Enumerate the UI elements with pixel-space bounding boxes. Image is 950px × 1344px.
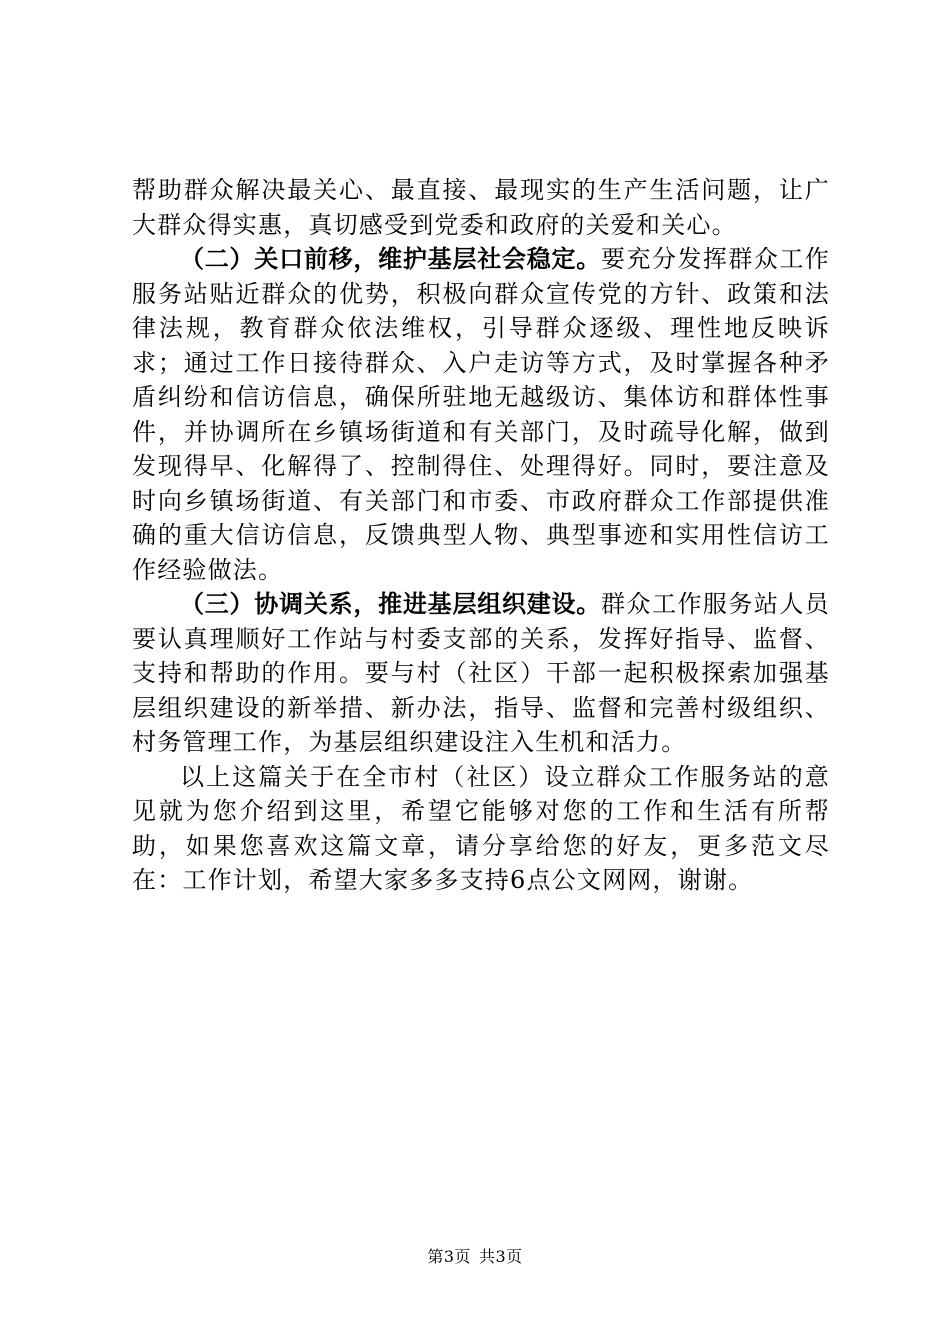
document-body (132, 173, 830, 898)
page-number: 第3页 (427, 1247, 471, 1266)
paragraph-section-two (132, 242, 830, 587)
page-total: 共3页 (479, 1247, 523, 1266)
paragraph-closing (132, 760, 830, 898)
section-heading: （三）协调关系，推进基层组织建设。 (180, 590, 602, 618)
paragraph-text: 要充分发挥群众工作服务站贴近群众的优势，积极向群众宣传党的方针、政策和法律法规，教育群众依法维权，引导群众逐级、理性地反映诉求；通过工作日接待群众、入户走访等方式，及时掌握各种矛盾纠纷和信访信息，确保所驻地无越级访、集体访和群体性事件，并协调所在乡镇场街道和有关部门，及时疏导化解，做到发现得早、化解得了、控制得住、处理得好。同时，要注意及时向乡镇场街道、有关部门和市委、市政府群众工作部提供准确的重大信访信息，反馈典型人物、典型事迹和实用性信访工作经验做法。 (132, 245, 830, 584)
paragraph-text: 帮助群众解决最关心、最直接、最现实的生产生活问题，让广大群众得实惠，真切感受到党委和政府的关爱和关心。 (132, 176, 830, 239)
paragraph-text: 群众工作服务站人员要认真理顺好工作站与村委支部的关系，发挥好指导、监督、支持和帮助的作用。要与村（社区）干部一起积极探索加强基层组织建设的新举措、新办法，指导、监督和完善村级组织、村务管理工作，为基层组织建设注入生机和活力。 (132, 590, 830, 756)
paragraph-continuation (132, 173, 830, 242)
page-footer (0, 1244, 950, 1267)
paragraph-section-three (132, 587, 830, 760)
paragraph-text: 以上这篇关于在全市村（社区）设立群众工作服务站的意见就为您介绍到这里，希望它能够对您的工作和生活有所帮助，如果您喜欢这篇文章，请分享给您的好友，更多范文尽在：工作计划，希望大家多多支持6点公文网网，谢谢。 (132, 762, 830, 894)
section-heading: （二）关口前移，维护基层社会稳定。 (180, 245, 602, 273)
